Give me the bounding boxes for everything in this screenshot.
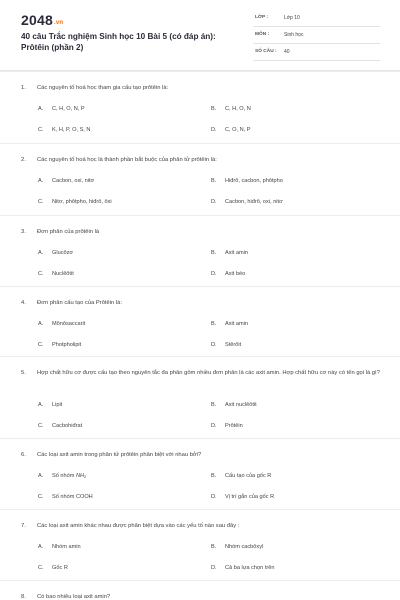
option-text: Lipit bbox=[52, 402, 63, 408]
question-item bbox=[0, 286, 400, 356]
option-letter: D. bbox=[211, 423, 217, 429]
option-text: Cacbon, hiđrô, oxi, nitơ bbox=[225, 199, 283, 205]
question-stem bbox=[21, 299, 381, 308]
document-title: 40 câu Trắc nghiệm Sinh học 10 Bài 5 (có đáp án): Prôtêin (phần 2) bbox=[21, 32, 216, 52]
question-text: Các loại axit amin trong phân tử prôtêin phân biệt với nhau bởi? bbox=[37, 452, 202, 458]
meta-row-class bbox=[253, 12, 380, 27]
question-number: 1. bbox=[21, 85, 26, 91]
option-letter: C. bbox=[38, 199, 44, 205]
option-letter: A. bbox=[38, 321, 44, 327]
option-text: C, O, N, P bbox=[225, 127, 251, 133]
question-text: Đơn phân cấu tạo của Prôtêin là: bbox=[37, 300, 123, 306]
question-item bbox=[0, 71, 400, 143]
meta-value: 40 bbox=[284, 49, 290, 55]
answer-option[interactable] bbox=[38, 126, 90, 134]
question-item bbox=[0, 356, 400, 438]
question-number: 2. bbox=[21, 157, 26, 163]
answer-option[interactable] bbox=[38, 341, 81, 349]
option-text: Nhóm cacbôxyl bbox=[225, 544, 264, 550]
meta-label: MÔN : bbox=[255, 32, 270, 37]
option-letter: A. bbox=[38, 178, 44, 184]
question-stem bbox=[21, 451, 381, 460]
option-letter: A. bbox=[38, 402, 44, 408]
option-text: Cacbohiđrat bbox=[52, 423, 83, 429]
option-text: Hiđrô, cacbon, phôtpho bbox=[225, 178, 283, 184]
formula-subscript: 2 bbox=[84, 474, 87, 479]
option-letter: B. bbox=[211, 544, 217, 550]
option-text: Cấu tạo của gốc R bbox=[225, 473, 272, 479]
option-text: Cacbon, oxi, nitơ bbox=[52, 178, 95, 184]
option-letter: A. bbox=[38, 473, 44, 479]
option-letter: A. bbox=[38, 250, 44, 256]
option-text: Nhóm amin bbox=[52, 544, 81, 550]
option-letter: B. bbox=[211, 178, 217, 184]
logo-text: 2048 bbox=[21, 12, 53, 28]
option-letter: C. bbox=[38, 423, 44, 429]
meta-value: Sinh học bbox=[284, 32, 304, 38]
answer-option[interactable] bbox=[38, 198, 112, 206]
site-logo[interactable] bbox=[21, 12, 63, 28]
question-item bbox=[0, 509, 400, 580]
option-letter: B. bbox=[211, 321, 217, 327]
answer-option[interactable] bbox=[211, 105, 251, 113]
option-text: Axit béo bbox=[225, 271, 246, 277]
option-letter: B. bbox=[211, 473, 217, 479]
question-number: 5. bbox=[21, 370, 26, 376]
document-meta bbox=[253, 12, 380, 63]
answer-option[interactable] bbox=[211, 341, 241, 349]
option-letter: D. bbox=[211, 565, 217, 571]
question-number: 8. bbox=[21, 594, 26, 600]
option-text: Nitơ, phôtpho, hiđrô, ôxi bbox=[52, 199, 112, 205]
answer-option[interactable] bbox=[38, 493, 93, 501]
answer-option[interactable] bbox=[38, 249, 73, 257]
answer-option[interactable] bbox=[38, 105, 85, 113]
answer-option[interactable] bbox=[38, 401, 62, 409]
meta-label: SỐ CÂU : bbox=[255, 49, 277, 54]
question-text: Các loại axit amin khác nhau được phân biệt dựa vào các yếu tố nào sau đây : bbox=[37, 523, 240, 529]
question-number: 7. bbox=[21, 523, 26, 529]
option-letter: C. bbox=[38, 127, 44, 133]
option-letter: B. bbox=[211, 402, 217, 408]
meta-label: LỚP : bbox=[255, 15, 269, 20]
question-text: Đơn phân của prôtêin là bbox=[37, 229, 100, 235]
option-text: Axit nuclêôtit bbox=[225, 402, 257, 408]
answer-option[interactable] bbox=[211, 320, 248, 328]
option-text: K, H, P, O, S, N bbox=[52, 127, 91, 133]
question-text: Hợp chất hữu cơ được cấu tạo theo nguyên tắc đa phân gồm nhiều đơn phân là các axit amin. Hợp chất hữu cơ này có tên gọi là gì? bbox=[37, 370, 380, 376]
answer-option[interactable] bbox=[211, 198, 283, 206]
option-letter: A. bbox=[38, 544, 44, 550]
question-stem bbox=[21, 369, 381, 378]
option-formula: NH bbox=[75, 473, 85, 479]
option-letter: C. bbox=[38, 271, 44, 277]
option-letter: D. bbox=[211, 342, 217, 348]
question-number: 4. bbox=[21, 300, 26, 306]
question-text: Các nguyên tố hoá học tham gia cấu tạo prôtêin là: bbox=[37, 85, 169, 91]
question-item bbox=[0, 215, 400, 286]
option-letter: C. bbox=[38, 494, 44, 500]
meta-row-subject bbox=[253, 29, 380, 44]
option-letter: B. bbox=[211, 106, 217, 112]
answer-option[interactable] bbox=[38, 564, 68, 572]
question-stem bbox=[21, 522, 381, 531]
question-text: Có bao nhiêu loại axit amin? bbox=[37, 594, 111, 600]
question-item bbox=[0, 580, 400, 600]
answer-option[interactable] bbox=[211, 126, 251, 134]
question-stem bbox=[21, 228, 381, 237]
answer-option[interactable] bbox=[38, 177, 94, 185]
answer-option[interactable] bbox=[211, 472, 271, 480]
meta-row-count bbox=[253, 46, 380, 61]
meta-value: Lớp 10 bbox=[284, 15, 300, 21]
logo-suffix: .vn bbox=[53, 20, 64, 26]
option-text: Mônôsaccarit bbox=[52, 321, 86, 327]
option-text: Vị trí gắn của gốc R bbox=[225, 494, 275, 500]
option-text: Số nhóm bbox=[52, 473, 76, 479]
question-stem bbox=[21, 593, 381, 600]
answer-option[interactable] bbox=[38, 320, 85, 328]
question-stem bbox=[21, 84, 381, 93]
question-text: Các nguyên tố hoá học là thành phần bắt buộc của phân tử prôtêin là: bbox=[37, 157, 217, 163]
question-stem bbox=[21, 156, 381, 165]
question-number: 3. bbox=[21, 229, 26, 235]
option-letter: C. bbox=[38, 342, 44, 348]
answer-option[interactable] bbox=[211, 543, 263, 551]
option-letter: B. bbox=[211, 250, 217, 256]
option-text: Cả ba lựa chọn trên bbox=[225, 565, 275, 571]
answer-option[interactable] bbox=[211, 177, 283, 185]
option-text: Stêrôit bbox=[225, 342, 242, 348]
option-letter: A. bbox=[38, 106, 44, 112]
option-text: Axit amin bbox=[225, 250, 249, 256]
option-text: Prôtêin bbox=[225, 423, 243, 429]
option-text: Glucôzơ bbox=[52, 250, 74, 256]
option-text: C, H, O, N bbox=[225, 106, 251, 112]
option-text: Photpholipit bbox=[52, 342, 82, 348]
option-text: Gốc R bbox=[52, 565, 68, 571]
answer-option[interactable] bbox=[38, 270, 74, 278]
question-item bbox=[0, 438, 400, 509]
question-item bbox=[0, 143, 400, 215]
answer-option[interactable] bbox=[211, 270, 245, 278]
answer-option[interactable] bbox=[38, 422, 82, 430]
option-text: Số nhóm COOH bbox=[52, 494, 93, 500]
answer-option[interactable] bbox=[38, 543, 81, 551]
answer-option[interactable] bbox=[211, 564, 274, 572]
option-letter: D. bbox=[211, 199, 217, 205]
answer-option[interactable] bbox=[211, 422, 243, 430]
option-text: C, H, O, N, P bbox=[52, 106, 85, 112]
option-letter: C. bbox=[38, 565, 44, 571]
option-letter: D. bbox=[211, 271, 217, 277]
option-text: Axit amin bbox=[225, 321, 249, 327]
answer-option[interactable] bbox=[211, 493, 274, 501]
option-letter: D. bbox=[211, 127, 217, 133]
option-text: Nuclêôtit bbox=[52, 271, 74, 277]
answer-option[interactable] bbox=[211, 249, 248, 257]
question-number: 6. bbox=[21, 452, 26, 458]
option-letter: D. bbox=[211, 494, 217, 500]
document-header bbox=[0, 0, 400, 78]
answer-option[interactable] bbox=[211, 401, 257, 409]
answer-option[interactable] bbox=[38, 472, 86, 481]
